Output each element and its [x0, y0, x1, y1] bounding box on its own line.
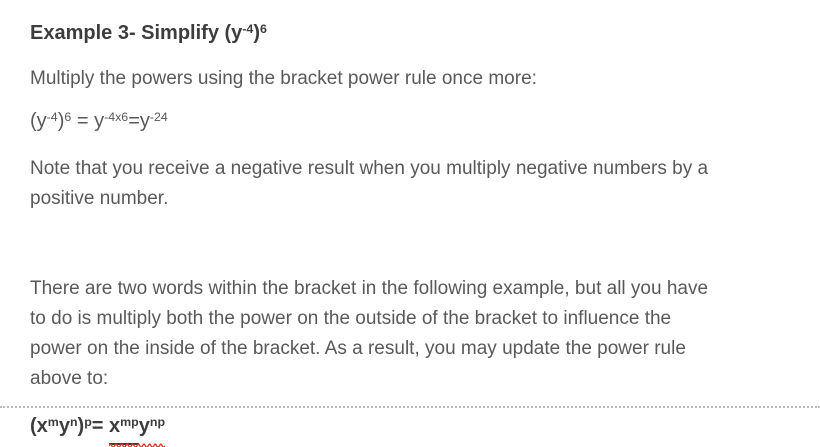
simplification-formula: $(y^{-4})^6 = y^{-4x6}=y^{-24}$	[30, 110, 168, 132]
note-paragraph-line-1: Note that you receive a negative result when you multiply negative numbers by a	[30, 158, 709, 179]
intro-paragraph: Multiply the powers using the bracket power rule once more:	[30, 68, 537, 89]
spellcheck-squiggle-icon	[109, 442, 165, 447]
power-rule-lhs: $(x^my^n)^p=$	[30, 415, 110, 437]
power-rule-rhs	[109, 411, 165, 445]
explanation-paragraph	[30, 274, 800, 394]
power-rule-formula	[30, 411, 800, 445]
note-paragraph-line-2: positive number.	[30, 188, 169, 209]
power-rule-rhs-underlined: $x^{mp}$	[109, 411, 139, 445]
power-rule-rhs-rest: $y^{np}$	[138, 415, 166, 437]
dotted-page-divider	[0, 406, 820, 408]
example-heading: Example 3- Simplify $(y^{-4})^6$	[30, 22, 267, 44]
explanation-paragraph-line-3: power on the inside of the bracket. As a result, you may update the power rule	[30, 338, 686, 359]
explanation-paragraph-line-2: to do is multiply both the power on the outside of the bracket to influence the	[30, 308, 672, 329]
explanation-paragraph-line-4: above to:	[30, 368, 109, 389]
explanation-paragraph-line-1: There are two words within the bracket in the following example, but all you have	[30, 278, 709, 299]
note-paragraph	[30, 154, 800, 214]
